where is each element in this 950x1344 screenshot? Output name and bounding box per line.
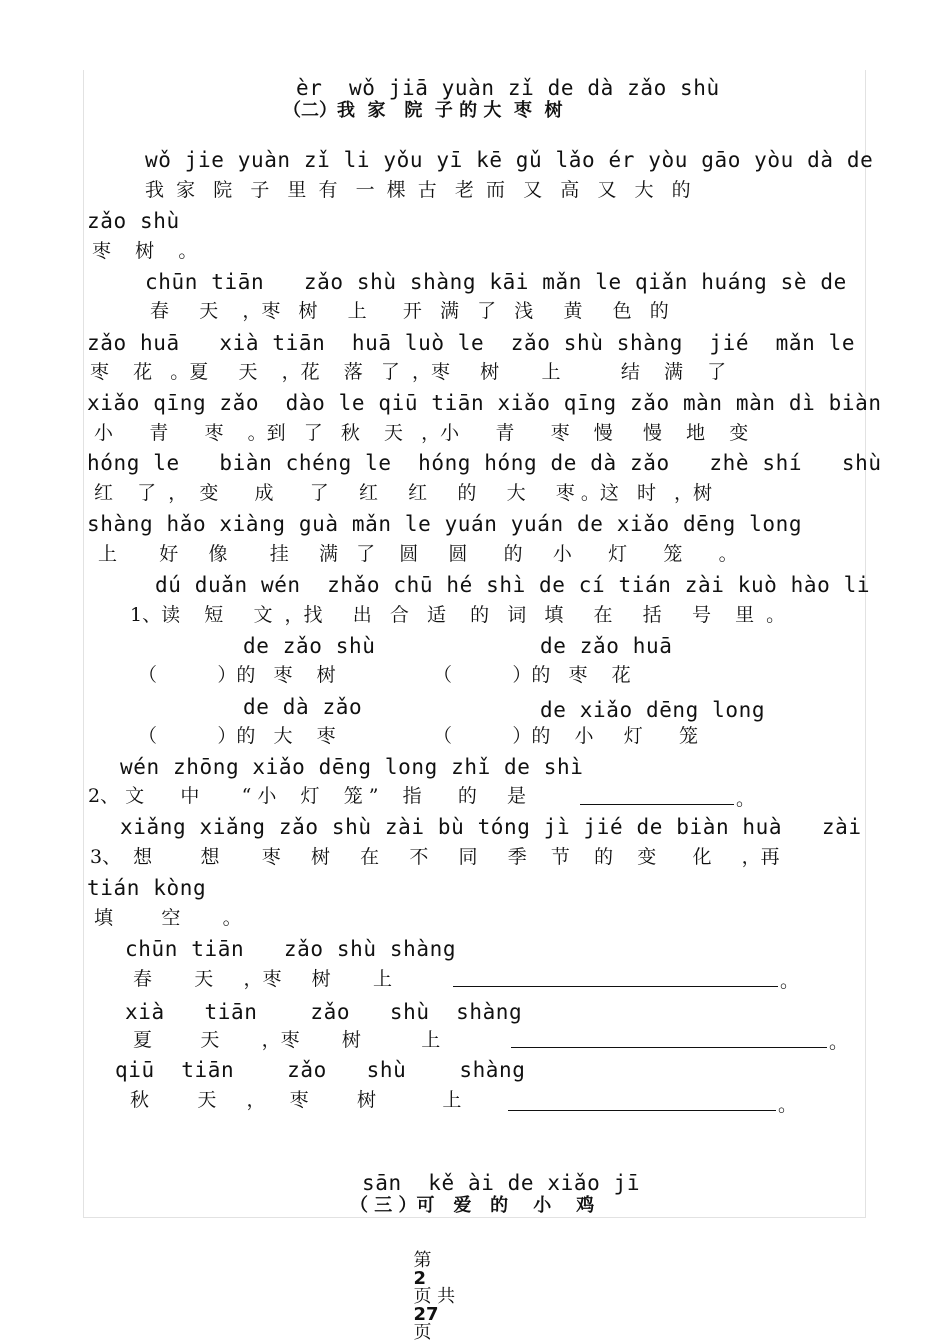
q3-line2-text: 夏 天 ，枣 树 上 (133, 1029, 441, 1051)
footer-suffix: 页 (413, 1322, 432, 1343)
q1-item2-text[interactable]: （ ）的 枣 花 (433, 664, 631, 686)
q3-line1-text: 春 天 ，枣 树 上 (133, 968, 392, 990)
q1-item4-text[interactable]: （ ）的 小 灯 笼 (433, 725, 698, 747)
next-title-text: （ 三 ）可 爱 的 小 鸡 (350, 1195, 595, 1216)
passage-pinyin-6: hóng le biàn chéng le hóng hóng de dà zǎo zhè shí shù (87, 451, 882, 475)
q1-item1-pinyin: de zǎo shù (243, 634, 376, 658)
q3-pinyin: xiǎng xiǎng zǎo shù zài bù tóng jì jié de biàn huà zài (120, 815, 862, 839)
q2-answer-blank[interactable] (580, 788, 734, 808)
q3-text-2: 填 空 。 (94, 907, 242, 929)
passage-text-1: 我 家 院 子 里 有 一 棵 古 老 而 又 高 又 大 的 (145, 179, 691, 201)
passage-pinyin-5: xiǎo qīng zǎo dào le qiū tiān xiǎo qīng zǎo màn màn dì biàn (87, 391, 882, 415)
q2-text: 2、 文 中 “ 小 灯 笼 ” 指 的 是 (88, 785, 527, 807)
q3-line2-pinyin: xià tiān zǎo shù shàng (125, 1000, 523, 1024)
passage-pinyin-7: shàng hǎo xiàng guà mǎn le yuán yuán de xiǎo dēng long (87, 512, 803, 536)
q3-line1-blank[interactable] (453, 970, 778, 990)
passage-text-5: 小 青 枣 。到 了 秋 天 ，小 青 枣 慢 慢 地 变 (94, 422, 749, 444)
passage-text-4: 枣 花 。夏 天 ，花 落 了 ，枣 树 上 结 满 了 (90, 361, 727, 383)
q3-line2-end: 。 (829, 1031, 849, 1053)
q3-line1-end: 。 (780, 970, 800, 992)
title-pinyin: èr wǒ jiā yuàn zǐ de dà zǎo shù (296, 76, 720, 100)
q3-line3-end: 。 (778, 1094, 798, 1116)
q3-line3-blank[interactable] (508, 1094, 776, 1114)
q1-item1-text[interactable]: （ ）的 枣 树 (138, 664, 336, 686)
page-footer (402, 1234, 455, 1342)
q1-item3-pinyin: de dà zǎo (243, 695, 363, 719)
q3-line3-pinyin: qiū tiān zǎo shù shàng (115, 1058, 526, 1082)
passage-pinyin-3: chūn tiān zǎo shù shàng kāi mǎn le qiǎn huáng sè de (145, 270, 847, 294)
title-text: （二）我 家 院 子 的 大 枣 树 (283, 100, 563, 121)
footer-page-number: 2 (413, 1268, 426, 1289)
footer-mid: 页 共 (413, 1286, 456, 1307)
q1-pinyin: dú duǎn wén zhǎo chū hé shì de cí tián zài kuò hào li (155, 573, 871, 597)
q2-end: 。 (736, 788, 756, 810)
footer-total-pages: 27 (413, 1304, 439, 1325)
footer-prefix: 第 (413, 1250, 432, 1271)
next-title-pinyin: sān kě ài de xiǎo jī (362, 1171, 641, 1195)
passage-text-3: 春 天 ，枣 树 上 开 满 了 浅 黄 色 的 (150, 300, 669, 322)
q1-item4-pinyin: de xiǎo dēng long (540, 698, 766, 722)
q1-item2-pinyin: de zǎo huā (540, 634, 673, 658)
q3-line2-blank[interactable] (511, 1031, 827, 1051)
q1-item3-text[interactable]: （ ）的 大 枣 (138, 725, 336, 747)
q1-text: 1、读 短 文 ，找 出 合 适 的 词 填 在 括 号 里 。 (130, 604, 786, 626)
passage-text-2: 枣 树 。 (92, 240, 198, 262)
q2-pinyin: wén zhōng xiǎo dēng long zhǐ de shì (120, 755, 584, 779)
q3-pinyin-2: tián kòng (87, 876, 207, 900)
passage-pinyin-4: zǎo huā xià tiān huā luò le zǎo shù shàng jié mǎn le (87, 331, 856, 355)
q3-line1-pinyin: chūn tiān zǎo shù shàng (125, 937, 457, 961)
passage-text-6: 红 了 ， 变 成 了 红 红 的 大 枣 。这 时 ，树 (94, 482, 713, 504)
q3-line3-text: 秋 天 ， 枣 树 上 (130, 1089, 462, 1111)
q3-text: 3、 想 想 枣 树 在 不 同 季 节 的 变 化 ，再 (90, 846, 780, 868)
passage-pinyin-2: zǎo shù (87, 209, 180, 233)
passage-pinyin-1: wǒ jie yuàn zǐ li yǒu yī kē gǔ lǎo ér yòu gāo yòu dà de (145, 148, 874, 172)
passage-text-7: 上 好 像 挂 满 了 圆 圆 的 小 灯 笼 。 (98, 543, 738, 565)
